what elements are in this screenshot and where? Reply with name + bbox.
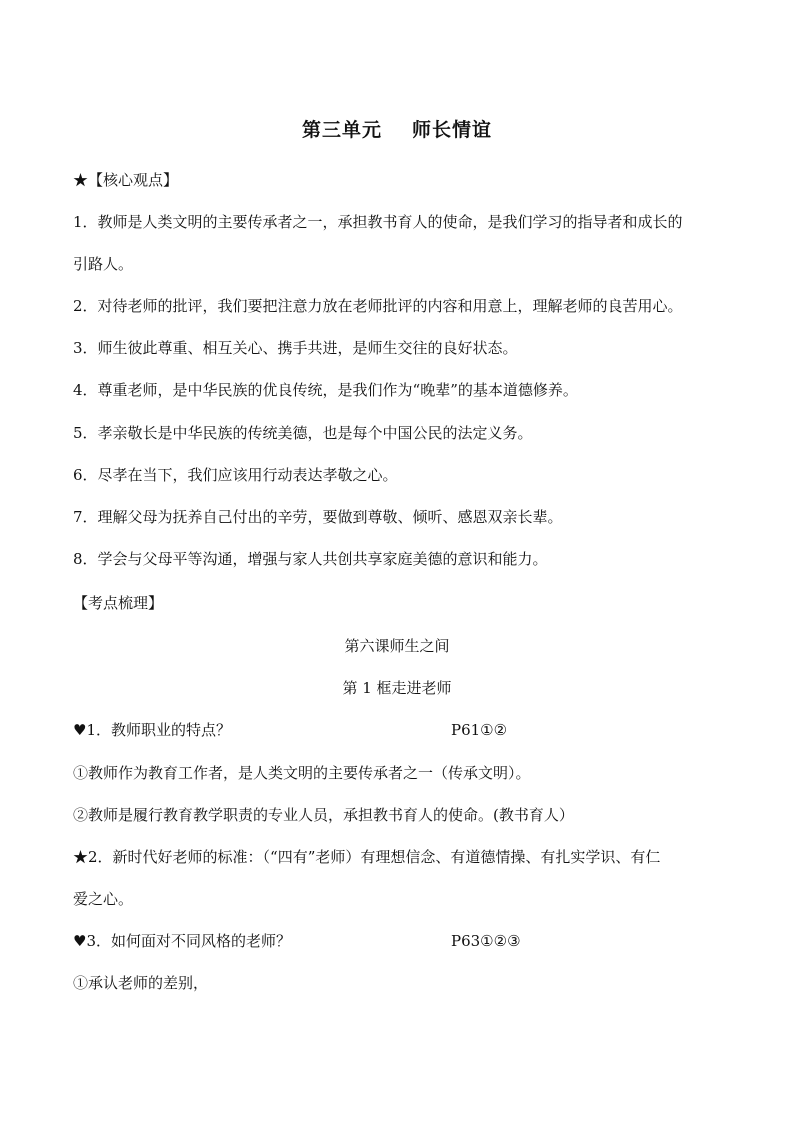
core-point-7: 7．理解父母为抚养自己付出的辛劳，要做到尊敬、倾听、感恩双亲长辈。 — [73, 508, 563, 526]
question-3-ref: P63①②③ — [451, 932, 521, 950]
core-point-5: 5．孝亲敬长是中华民族的传统美德，也是每个中国公民的法定义务。 — [73, 424, 533, 442]
core-point-6: 6．尽孝在当下，我们应该用行动表达孝敬之心。 — [73, 466, 398, 484]
frame-title: 第 1 框走进老师 — [342, 679, 452, 697]
core-heading: ★【核心观点】 — [73, 171, 179, 189]
question-3 — [73, 931, 733, 951]
question-1-ref: P61①② — [451, 721, 508, 739]
question-3-text: ♥3．如何面对不同风格的老师？ — [73, 932, 291, 950]
core-point-8: 8．学会与父母平等沟通，增强与家人共创共享家庭美德的意识和能力。 — [73, 550, 548, 568]
question-3-answer-1: ①承认老师的差别， — [73, 974, 209, 992]
core-point-1: 1．教师是人类文明的主要传承者之一，承担教书育人的使命，是我们学习的指导者和成长的 — [73, 213, 683, 231]
question-1-text: ♥1．教师职业的特点？ — [73, 721, 231, 739]
core-point-4: 4．尊重老师，是中华民族的优良传统，是我们作为“晚辈”的基本道德修养。 — [73, 381, 578, 399]
unit-title — [0, 115, 794, 142]
core-point-2: 2．对待老师的批评，我们要把注意力放在老师批评的内容和用意上，理解老师的良苦用心。 — [73, 297, 683, 315]
unit-number: 第三单元 — [301, 119, 382, 141]
question-2-line-2: 爱之心。 — [73, 890, 134, 908]
unit-name: 师长情谊 — [412, 119, 493, 141]
question-2-line-1: ★2．新时代好老师的标准：（“四有”老师）有理想信念、有道德情操、有扎实学识、有仁 — [73, 848, 661, 866]
core-point-3: 3．师生彼此尊重、相互关心、携手共进，是师生交往的良好状态。 — [73, 339, 518, 357]
question-1 — [73, 720, 733, 740]
exam-heading: 【考点梳理】 — [73, 594, 164, 612]
question-1-answer-2: ②教师是履行教育教学职责的专业人员，承担教书育人的使命。(教书育人） — [73, 806, 574, 824]
question-1-answer-1: ①教师作为教育工作者，是人类文明的主要传承者之一（传承文明）。 — [73, 764, 531, 782]
lesson-title: 第六课师生之间 — [344, 637, 450, 655]
core-point-1-cont: 引路人。 — [73, 255, 134, 273]
